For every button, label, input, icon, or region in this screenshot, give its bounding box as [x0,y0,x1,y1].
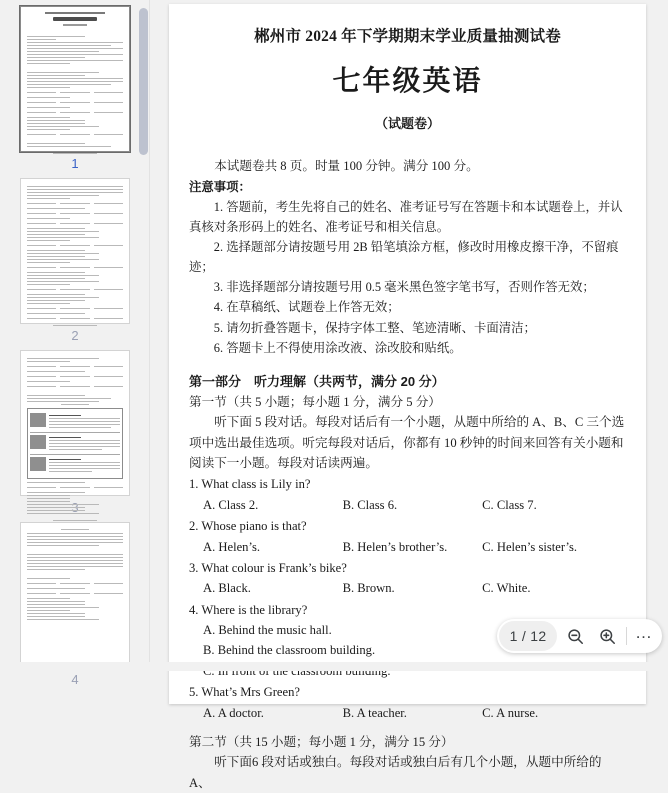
sidebar-scrollbar[interactable] [139,0,148,671]
thumbnail-label-2: 2 [71,328,79,343]
pdf-page-1 [169,4,646,790]
notice-item: 4. 在草稿纸、试题卷上作答无效； [213,300,400,315]
page-title-line3: （试题卷） [374,116,440,132]
option: A. Behind the music hall. [203,623,332,638]
zoom-in-icon[interactable] [591,620,623,652]
option: B. A teacher. [342,705,407,720]
pdf-toolbar[interactable] [497,619,662,653]
section-2-heading: 第二节（共 15 小题；每小题 1 分，满分 15 分） [189,735,454,750]
thumbnail-sidebar[interactable] [0,0,150,687]
part-1-heading: 第一部分 听力理解（共两节，满分 20 分） [189,373,445,389]
notice-item: 1. 答题前，考生先将自己的姓名、准考证号写在答题卡和本试题卷上，并认真核对条形码上的姓名、准考证号和相关信息。 [189,200,623,235]
notice-item: 6. 答题卡上不得使用涂改液、涂改胶和贴纸。 [213,340,462,355]
question-text: 3. What colour is Frank’s bike? [189,560,347,575]
document-area[interactable] [150,0,668,790]
question-options [189,495,626,515]
question-options [189,578,626,598]
thumbnail-page-3-preview [27,358,123,521]
sidebar-scrollbar-thumb[interactable] [139,8,148,155]
page-title-line2: 七年级英语 [332,65,483,97]
option: A. A doctor. [203,705,264,720]
section-1-heading: 第一节（共 5 小题；每小题 1 分，满分 5 分） [189,394,441,409]
option: C. White. [482,581,531,596]
section-1-instruction: 听下面 5 段对话。每段对话后有一个小题，从题中所给的 A、B、C 三个选项中选出最佳选项。听完每段对话后，你都有 10 秒钟的时间来回答有关小题和阅读下一小题。每段对话读两遍。 [189,415,625,470]
notice-item: 2. 选择题部分请按题号用 2B 铅笔填涂方框，修改时用橡皮擦干净，不留痕迹； [189,240,619,275]
question-text: 4. Where is the library? [189,602,308,617]
more-options-icon[interactable]: … [635,623,653,642]
page-indicator[interactable]: 1 / 12 [499,621,557,651]
thumbnail-label-1: 1 [71,156,79,171]
zoom-out-icon[interactable] [559,620,591,652]
thumbnail-page-4[interactable] [20,522,130,668]
thumbnail-page-2[interactable] [20,178,130,324]
thumbnail-page-1-preview [27,12,123,154]
toolbar-divider [626,627,627,645]
option: C. Class 7. [482,497,537,512]
thumbnail-item-3[interactable] [0,350,150,522]
notice-item: 5. 请勿折叠答题卡，保持字体工整、笔迹清晰、卡面清洁； [213,320,536,335]
option: A. Black. [203,581,251,596]
question-text: 1. What class is Lily in? [189,477,311,492]
option: B. Behind the classroom building. [203,643,376,658]
option: B. Brown. [342,581,395,596]
thumbnail-page-3-table [27,408,123,479]
thumbnail-page-2-preview [27,186,123,326]
question-text: 5. What’s Mrs Green? [189,685,300,700]
section-2-instruction: 听下面6 段对话或独白。每段对话或独白后有几个小题，从题中所给的 A、 [189,755,602,790]
exam-meta: 本试题卷共 8 页。时量 100 分钟。满分 100 分。 [214,158,479,173]
option: C. Helen’s sister’s. [482,539,578,554]
option: C. A nurse. [482,705,539,720]
page-title-line1: 郴州市 2024 年下学期期末学业质量抽测试卷 [254,28,561,45]
option: A. Helen’s. [203,539,261,554]
question-text: 2. Whose piano is that? [189,519,307,534]
question-options [189,537,626,557]
thumbnail-item-1[interactable] [0,6,150,178]
bottom-chrome-strip [0,662,668,671]
thumbnail-label-4: 4 [71,672,79,687]
thumbnail-page-1[interactable] [20,6,130,152]
option: B. Class 6. [342,497,398,512]
option: A. Class 2. [203,497,259,512]
thumbnail-page-4-preview [27,529,123,620]
notice-heading: 注意事项： [189,179,251,194]
option: B. Helen’s brother’s. [342,539,448,554]
thumbnail-page-3[interactable] [20,350,130,496]
question-options [189,703,626,723]
thumbnail-item-2[interactable] [0,178,150,350]
notice-item: 3. 非选择题部分请按题号用 0.5 毫米黑色签字笔书写，否则作答无效； [213,280,595,295]
